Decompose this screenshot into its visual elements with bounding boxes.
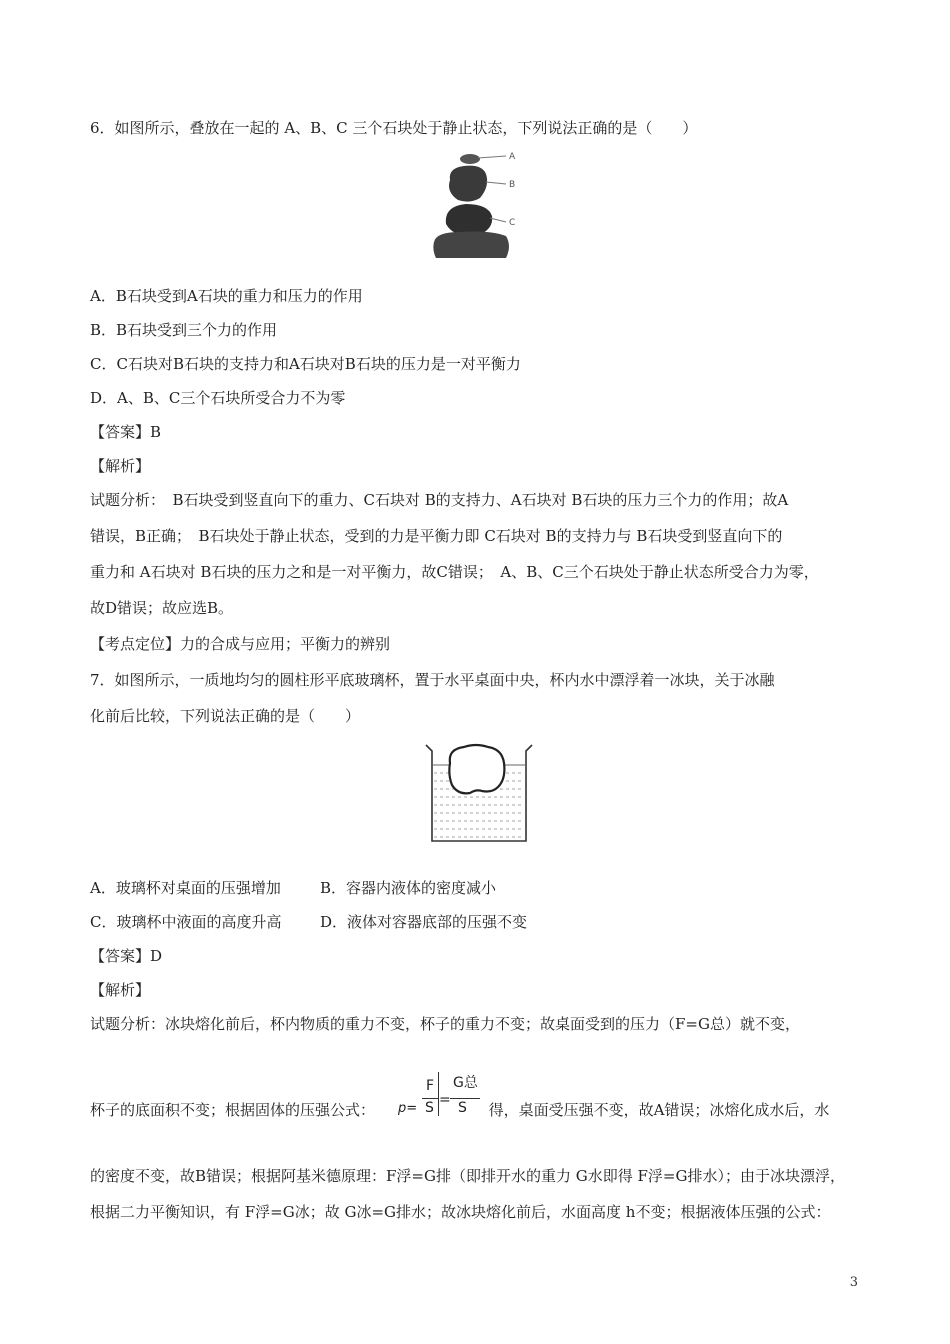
page-number: 3 <box>849 1275 858 1290</box>
q6-option-a: A．B石块受到A石块的重力和压力的作用 <box>90 287 363 305</box>
ice-block <box>449 745 504 793</box>
q7-option-a: A．玻璃杯对桌面的压强增加 <box>90 879 281 897</box>
q6-analysis-line-3: 重力和 A石块对 B石块的压力之和是一对平衡力，故C错误； A、B、C三个石块处于静止状态所受合力为零， <box>90 563 819 581</box>
pressure-formula <box>398 1070 502 1122</box>
label-b: B <box>509 180 516 190</box>
q6-analysis-line-2: 错误，B正确； B石块处于静止状态，受到的力是平衡力即 C石块对 B的支持力与 B石块受到竖直向下的 <box>90 527 783 545</box>
q6-stem: 6．如图所示，叠放在一起的 A、B、C 三个石块处于静止状态，下列说法正确的是（ ） <box>90 119 698 137</box>
q7-option-c: C．玻璃杯中液面的高度升高 <box>90 913 282 931</box>
q6-answer: 【答案】B <box>90 423 162 441</box>
q6-analysis-line-1: 试题分析： B石块受到竖直向下的重力、C石块对 B的支持力、A石块对 B石块的压力三个力的作用；故A <box>90 491 789 509</box>
q7-analysis-title: 【解析】 <box>90 981 151 999</box>
label-a: A <box>509 152 516 162</box>
q6-point: 【考点定位】力的合成与应用；平衡力的辨别 <box>90 635 391 653</box>
formula-p: p= <box>398 1101 418 1116</box>
formula-F: F <box>426 1078 435 1094</box>
q6-analysis-line-4: 故D错误；故应选B。 <box>90 599 234 617</box>
formula-eq: = <box>439 1092 451 1108</box>
formula-prefix: 杯子的底面积不变；根据固体的压强公式： <box>90 1101 376 1119</box>
q7-options-row-2 <box>90 911 528 933</box>
glass-figure <box>418 737 538 849</box>
q7-analysis-line-4: 根据二力平衡知识，有 F浮=G冰；故 G冰=G排水；故冰块熔化前后，水面高度 h不变；根据液体压强的公式： <box>90 1203 831 1221</box>
q6-analysis-title: 【解析】 <box>90 457 151 475</box>
q7-option-b: B．容器内液体的密度减小 <box>320 879 497 897</box>
q6-option-b: B．B石块受到三个力的作用 <box>90 321 278 339</box>
q7-option-d: D．液体对容器底部的压强不变 <box>320 913 528 931</box>
formula-suffix: 得，桌面受压强不变，故A错误；冰熔化成水后，水 <box>488 1101 830 1119</box>
q7-stem-line-1: 7．如图所示，一质地均匀的圆柱形平底玻璃杯，置于水平桌面中央，杯内水中漂浮着一冰块，关于冰融 <box>90 671 775 689</box>
formula-S2: S <box>458 1100 467 1116</box>
formula-G: G总 <box>453 1075 478 1091</box>
stone-c <box>446 204 492 236</box>
q7-stem-line-2: 化前后比较，下列说法正确的是（ ） <box>90 707 361 725</box>
q7-analysis-line-1: 试题分析：冰块熔化前后，杯内物质的重力不变，杯子的重力不变；故桌面受到的压力（F=G总）就不变， <box>90 1015 800 1033</box>
q6-option-d: D．A、B、C三个石块所受合力不为零 <box>90 389 346 407</box>
formula-S: S <box>425 1100 434 1116</box>
stone-b <box>449 166 487 202</box>
q6-option-c: C．C石块对B石块的支持力和A石块对B石块的压力是一对平衡力 <box>90 355 521 373</box>
stones-figure <box>430 146 530 266</box>
stone-a <box>460 154 480 164</box>
q7-answer: 【答案】D <box>90 947 163 965</box>
q7-analysis-line-3: 的密度不变，故B错误；根据阿基米德原理：F浮=G排（即排开水的重力 G水即得 F浮=G排水）；由于冰块漂浮， <box>90 1167 845 1185</box>
label-c: C <box>509 218 516 228</box>
base-stone <box>433 232 509 259</box>
q7-options-row-1 <box>90 877 497 899</box>
